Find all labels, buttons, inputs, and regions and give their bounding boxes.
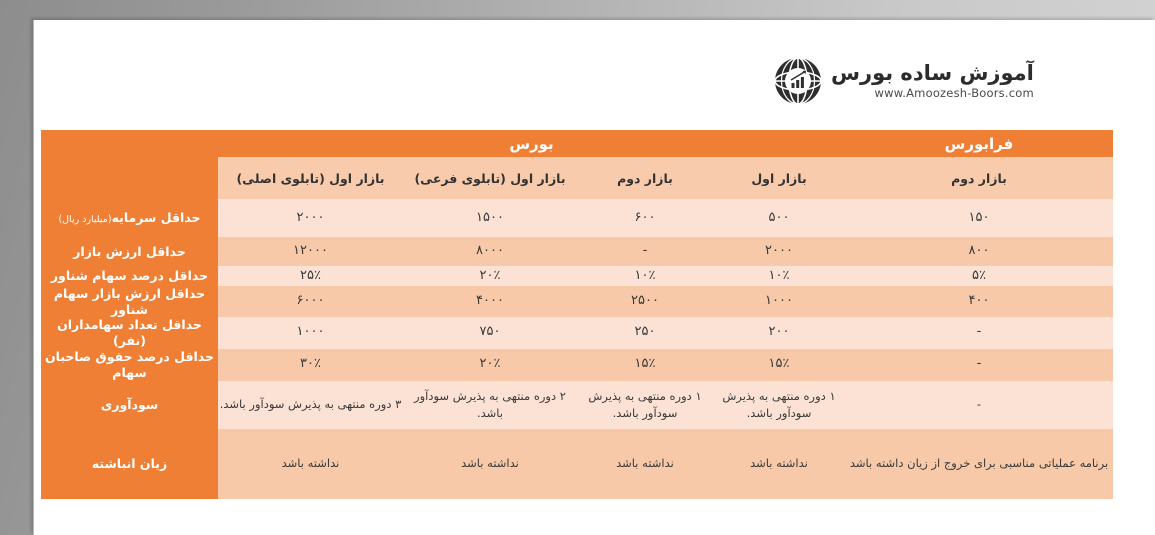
table-row <box>41 199 1113 237</box>
row-label-5 <box>41 349 218 381</box>
column-header-0: بازار دوم <box>845 157 1113 199</box>
cell-r4-c2: ۲۵۰ <box>577 317 713 348</box>
cell-r7-c0: برنامه عملیاتی مناسبی برای خروج از زیان داشته باشد <box>845 429 1113 499</box>
cell-r4-c1: ۲۰۰ <box>713 317 845 348</box>
cell-r4-c0: - <box>845 317 1113 348</box>
table-row <box>41 266 1113 286</box>
cell-r6-c4: ۳ دوره منتهی به پذیرش سودآور باشد. <box>218 381 403 429</box>
cell-r5-c3: ۲۰٪ <box>403 349 577 381</box>
cell-r4-c3: ۷۵۰ <box>403 317 577 348</box>
site-logo <box>773 50 1034 112</box>
cell-r1-c2: - <box>577 237 713 266</box>
row-label-7 <box>41 429 218 499</box>
cell-r3-c2: ۲۵۰۰ <box>577 286 713 317</box>
document-sheet <box>33 20 1155 535</box>
cell-r7-c1: نداشته باشد <box>713 429 845 499</box>
cell-r2-c3: ۲۰٪ <box>403 266 577 286</box>
cell-r3-c0: ۴۰۰ <box>845 286 1113 317</box>
cell-r5-c2: ۱۵٪ <box>577 349 713 381</box>
column-header-2: بازار دوم <box>577 157 713 199</box>
table-row <box>41 429 1113 499</box>
cell-r7-c2: نداشته باشد <box>577 429 713 499</box>
cell-r1-c3: ۸۰۰۰ <box>403 237 577 266</box>
row-label-note-0: (میلیارد ریال) <box>58 214 112 226</box>
cell-r4-c4: ۱۰۰۰ <box>218 317 403 348</box>
cell-r0-c0: ۱۵۰ <box>845 199 1113 237</box>
row-label-text-1: حداقل ارزش بازار <box>73 243 186 259</box>
table-row <box>41 286 1113 317</box>
table-row <box>41 237 1113 266</box>
row-label-text-6: سودآوری <box>100 396 159 412</box>
table-row <box>41 349 1113 381</box>
cell-r7-c4: نداشته باشد <box>218 429 403 499</box>
row-label-text-0: حداقل سرمایه <box>111 210 201 226</box>
row-label-2 <box>41 266 218 286</box>
cell-r3-c3: ۴۰۰۰ <box>403 286 577 317</box>
cell-r5-c4: ۳۰٪ <box>218 349 403 381</box>
cell-r6-c1: ۱ دوره منتهی به پذیرش سودآور باشد. <box>713 381 845 429</box>
cell-r5-c1: ۱۵٪ <box>713 349 845 381</box>
requirements-table <box>41 130 1113 499</box>
group-header-spacer <box>41 130 218 157</box>
column-header-criteria <box>41 157 218 199</box>
cell-r3-c1: ۱۰۰۰ <box>713 286 845 317</box>
cell-r2-c1: ۱۰٪ <box>713 266 845 286</box>
cell-r5-c0: - <box>845 349 1113 381</box>
table-row <box>41 381 1113 429</box>
column-header-4: بازار اول (تابلوی اصلی) <box>218 157 403 199</box>
cell-r2-c4: ۲۵٪ <box>218 266 403 286</box>
cell-r6-c2: ۱ دوره منتهی به پذیرش سودآور باشد. <box>577 381 713 429</box>
row-label-text-2: حداقل درصد سهام شناور <box>50 268 209 284</box>
logo-title: آموزش ساده بورس <box>831 60 1034 85</box>
logo-url: www.Amoozesh-Boors.com <box>874 85 1034 100</box>
table-group-header-row <box>41 130 1113 157</box>
column-header-1: بازار اول <box>713 157 845 199</box>
row-label-text-5: حداقل درصد حقوق صاحبان سهام <box>44 348 215 380</box>
cell-r2-c0: ۵٪ <box>845 266 1113 286</box>
cell-r1-c0: ۸۰۰ <box>845 237 1113 266</box>
row-label-0 <box>41 199 218 237</box>
row-label-1 <box>41 237 218 266</box>
table-row <box>41 317 1113 348</box>
cell-r1-c1: ۲۰۰۰ <box>713 237 845 266</box>
table-column-header-row <box>41 157 1113 199</box>
row-label-text-3: حداقل ارزش بازار سهام شناور <box>53 286 206 317</box>
row-label-text-7: زیان انباشته <box>91 455 168 471</box>
row-label-3 <box>41 286 218 317</box>
group-header-farabourse: فرابورس <box>845 130 1113 157</box>
cell-r2-c2: ۱۰٪ <box>577 266 713 286</box>
group-header-bourse: بورس <box>218 130 845 157</box>
globe-chart-icon <box>773 56 823 106</box>
row-label-text-4: حداقل تعداد سهامداران (نفر) <box>57 317 202 348</box>
cell-r0-c3: ۱۵۰۰ <box>403 199 577 237</box>
row-label-6 <box>41 381 218 429</box>
row-label-4 <box>41 317 218 348</box>
cell-r3-c4: ۶۰۰۰ <box>218 286 403 317</box>
cell-r0-c4: ۲۰۰۰ <box>218 199 403 237</box>
cell-r6-c3: ۲ دوره منتهی به پذیرش سودآور باشد. <box>403 381 577 429</box>
cell-r7-c3: نداشته باشد <box>403 429 577 499</box>
cell-r6-c0: - <box>845 381 1113 429</box>
cell-r0-c2: ۶۰۰ <box>577 199 713 237</box>
cell-r1-c4: ۱۲۰۰۰ <box>218 237 403 266</box>
column-header-3: بازار اول (تابلوی فرعی) <box>403 157 577 199</box>
cell-r0-c1: ۵۰۰ <box>713 199 845 237</box>
